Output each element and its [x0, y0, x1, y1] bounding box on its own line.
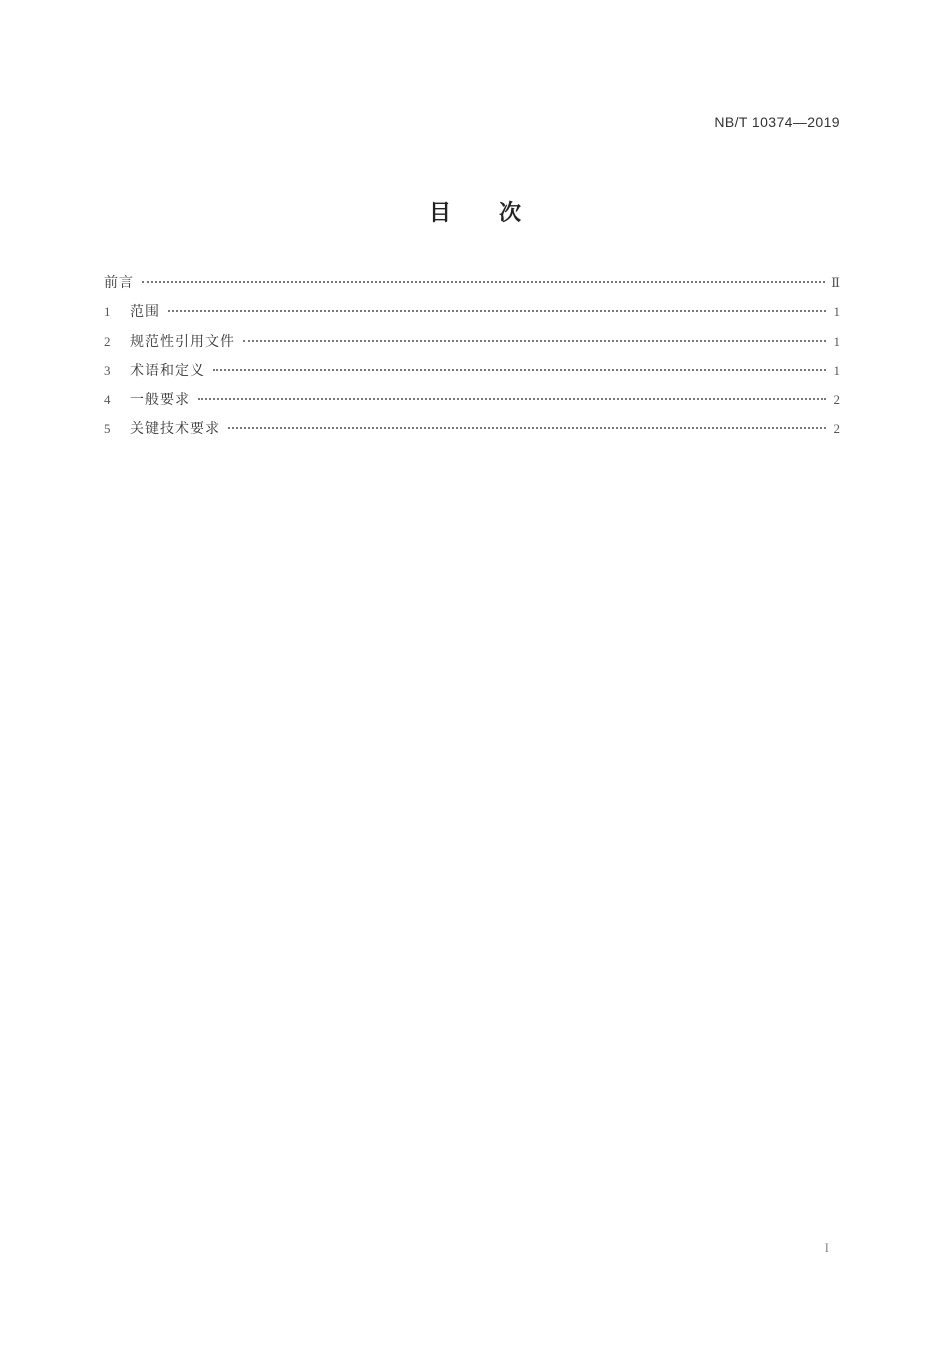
toc-entry-number: 5	[104, 421, 111, 437]
toc-entry-title: 一般要求	[130, 392, 190, 409]
toc-entry-number: 1	[104, 304, 111, 320]
toc-entry-terms-definitions[interactable]	[104, 360, 840, 389]
toc-entry-number: 2	[104, 333, 111, 349]
standard-code: NB/T 10374—2019	[714, 114, 840, 130]
table-of-contents	[104, 272, 840, 448]
page-title	[0, 196, 950, 227]
toc-entry-title: 规范性引用文件	[130, 333, 235, 350]
toc-leader-dots	[168, 310, 826, 312]
toc-entry-title: 关键技术要求	[130, 421, 220, 438]
toc-entry-title: 范围	[130, 304, 160, 321]
toc-entry-foreword[interactable]	[104, 272, 840, 301]
toc-entry-general-requirements[interactable]	[104, 389, 840, 418]
toc-entry-title: 术语和定义	[130, 362, 205, 379]
toc-leader-dots	[198, 398, 826, 400]
toc-entry-page: 2	[833, 392, 840, 408]
title-char-1: 目	[428, 201, 451, 226]
toc-entry-scope[interactable]	[104, 301, 840, 330]
toc-entry-page: 2	[833, 421, 840, 437]
toc-entry-key-technical-requirements[interactable]	[104, 418, 840, 447]
toc-leader-dots	[213, 369, 826, 371]
toc-entry-title: 前言	[104, 275, 134, 291]
toc-leader-dots	[243, 340, 826, 342]
toc-entry-page: 1	[833, 333, 840, 349]
title-char-2: 次	[499, 201, 522, 226]
toc-entry-number: 3	[104, 362, 111, 378]
toc-entry-page: 1	[833, 304, 840, 320]
toc-entry-page: Ⅱ	[831, 275, 840, 290]
page-number: I	[824, 1240, 829, 1255]
toc-entry-number: 4	[104, 392, 111, 408]
toc-leader-dots	[142, 281, 825, 283]
toc-leader-dots	[228, 427, 826, 429]
toc-entry-normative-references[interactable]	[104, 331, 840, 360]
toc-entry-page: 1	[833, 362, 840, 378]
